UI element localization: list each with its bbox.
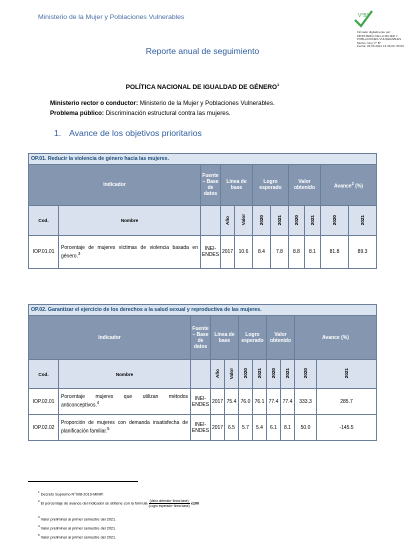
av-2020-header: 2020	[295, 360, 317, 389]
valor-header: Valor obtenido	[267, 316, 295, 360]
row-av-2020: 50.0	[295, 415, 317, 441]
table-row	[29, 236, 377, 269]
formula: $\frac{\text{(Valor obtenido−línea base)}}{\text{(Logro esperado−línea base)}}$	[148, 499, 190, 508]
logro-2020-header: 2020	[253, 206, 271, 236]
row-fuente: INEI-ENDES	[191, 389, 211, 415]
valor-header: Valor obtenido	[289, 165, 321, 206]
ano-header: Año	[211, 360, 225, 389]
obt-2021-header: 2021	[305, 206, 321, 236]
logro-header: Logro esperado	[253, 165, 289, 206]
row-obt-2021: 8.1	[305, 236, 321, 269]
footnote-3: $^3$ Valor preliminar al primer semestre del 2021.	[38, 515, 117, 522]
row-ano: 2017	[221, 236, 235, 269]
row-cod: IOP.02.01	[29, 389, 59, 415]
row-av-2020: 333.3	[295, 389, 317, 415]
fuente-sub	[201, 206, 221, 236]
row-logro-2020: 76.0	[239, 389, 253, 415]
logro-2021-header: 2021	[253, 360, 267, 389]
obt-2021-header: 2021	[281, 360, 295, 389]
obt-2020-header: 2020	[267, 360, 281, 389]
footnote-divider	[28, 481, 138, 482]
cod-header: Cod.	[29, 360, 59, 389]
op01-title: OP.01. Reducir la violencia de género hacia las mujeres.	[29, 154, 377, 165]
row-ano: 2017	[211, 415, 225, 441]
row-cod: IOP.01.01	[29, 236, 59, 269]
report-title: Reporte anual de seguimiento	[145, 46, 260, 56]
problema-line: Problema público: Discriminación estructural contra las mujeres.	[50, 110, 231, 117]
logro-2021-header: 2021	[271, 206, 289, 236]
row-logro-2021: 5.4	[253, 415, 267, 441]
footnote-4: $^4$ Valor preliminar al primer semestre del 2021.	[38, 524, 117, 531]
ano-header: Año	[221, 206, 235, 236]
obt-2020-header: 2020	[289, 206, 305, 236]
row-valor: 6.5	[225, 415, 239, 441]
indicador-header: Indicador	[29, 165, 201, 206]
row-obt-2020: 6.1	[267, 415, 281, 441]
row-logro-2021: 7.8	[271, 236, 289, 269]
row-av-2021: -145.5	[317, 415, 377, 441]
indicador-header: Indicador	[29, 316, 191, 360]
table-row	[29, 415, 377, 441]
svg-text:V°B°: V°B°	[358, 13, 369, 19]
op02-table	[28, 304, 377, 441]
header-ministry-name: Ministerio de la Mujer y Poblaciones Vulnerables	[38, 14, 185, 21]
footnote-5: $^5$ Valor preliminar al primer semestre del 2021.	[38, 533, 117, 540]
row-nombre: Porcentaje de mujeres víctimas de violencia basada en género.$^3$	[59, 236, 201, 269]
op01-table	[28, 153, 377, 269]
logro-2020-header: 2020	[239, 360, 253, 389]
signature-stamp-icon	[352, 8, 374, 30]
cod-header: Cod.	[29, 206, 59, 236]
fuente-sub	[191, 360, 211, 389]
rector-line: Ministerio rector o conductor: Ministerio de la Mujer y Poblaciones Vulnerables.	[50, 100, 275, 107]
footnote-1: $^1$ Decreto Supremo N°008-2019-MIMP.	[38, 490, 104, 497]
avance-header: Avance$^2$ (%)	[321, 165, 377, 206]
footnote-2: $^2$ El porcentaje de avance del indicador se obtiene con la fórmula $\frac{\text{(Valor obtenido−línea base)}}{\text{(Logro esperado−línea base)}} x100$	[38, 499, 200, 508]
table-row	[29, 389, 377, 415]
fuente-header: Fuente – Base de datos	[191, 316, 211, 360]
row-cod: IOP.02.02	[29, 415, 59, 441]
linea-base-header: Línea de base	[221, 165, 253, 206]
row-obt-2020: 77.4	[267, 389, 281, 415]
row-av-2021: 89.3	[349, 236, 377, 269]
row-obt-2021: 8.1	[281, 415, 295, 441]
av-2021-header: 2021	[317, 360, 377, 389]
av-2021-header: 2021	[349, 206, 377, 236]
nombre-header: Nombre	[59, 206, 201, 236]
section-heading: 1. Avance de los objetivos prioritarios	[54, 128, 202, 138]
linea-base-header: Línea de base	[211, 316, 239, 360]
op02-title: OP.02. Garantizar el ejercicio de los derechos a la salud sexual y reproductiva de las mujeres.	[29, 305, 377, 316]
row-valor: 75.4	[225, 389, 239, 415]
fuente-header: Fuente – Base de datos	[201, 165, 221, 206]
row-ano: 2017	[211, 389, 225, 415]
valor-col-header: Valor	[225, 360, 239, 389]
nombre-header: Nombre	[59, 360, 191, 389]
row-nombre: Proporción de mujeres con demanda insatisfecha de planificación familiar.$^5$	[59, 415, 191, 441]
signature-block: Firmado digitalmente por: MINISTERIO DE LA MUJER Y POBLACIONES VULNERABLES Motivo: Doy V° B° Fecha: 03.06.2021 13:46:00 -05:00	[357, 30, 404, 49]
valor-col-header: Valor	[235, 206, 253, 236]
avance-header: Avance (%)	[295, 316, 377, 360]
logro-header: Logro esperado	[239, 316, 267, 360]
policy-title: POLÍTICA NACIONAL DE IGUALDAD DE GÉNERO$^1$	[125, 82, 280, 92]
row-av-2020: 81.8	[321, 236, 349, 269]
row-av-2021: 285.7	[317, 389, 377, 415]
row-nombre: Porcentaje mujeres que utilizan métodos anticonceptivos.$^4$	[59, 389, 191, 415]
row-fuente: INEI-ENDES	[201, 236, 221, 269]
row-obt-2021: 77.4	[281, 389, 295, 415]
row-valor: 10.6	[235, 236, 253, 269]
row-obt-2020: 8.8	[289, 236, 305, 269]
row-logro-2020: 8.4	[253, 236, 271, 269]
av-2020-header: 2020	[321, 206, 349, 236]
row-logro-2021: 76.1	[253, 389, 267, 415]
row-fuente: INEI-ENDES	[191, 415, 211, 441]
row-logro-2020: 5.7	[239, 415, 253, 441]
